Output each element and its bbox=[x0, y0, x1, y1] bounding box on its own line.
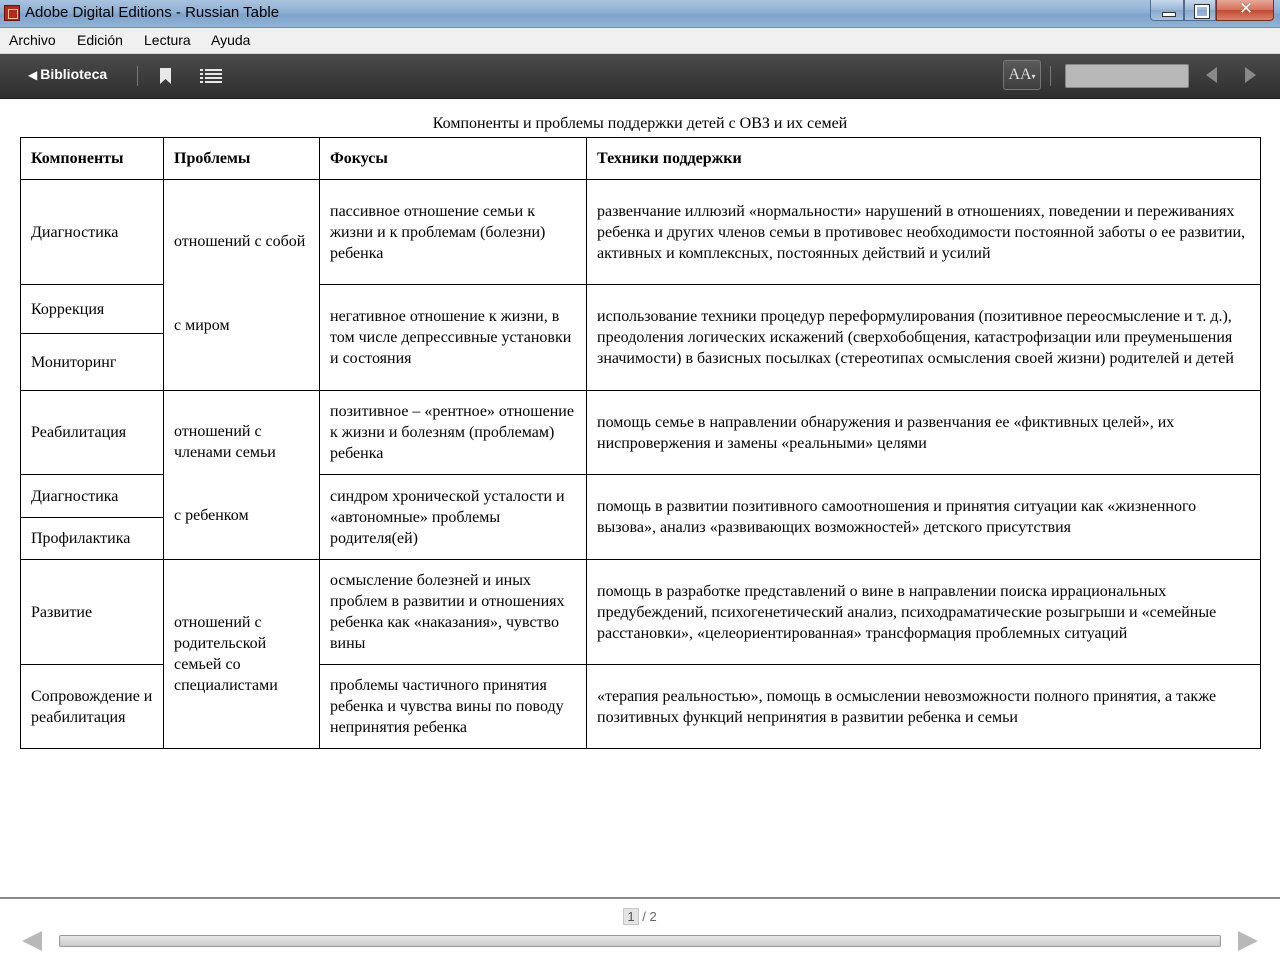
table-row bbox=[21, 560, 1261, 665]
focus-cell: пассивное отношение семьи к жизни и к проблемам (болезни) ребенка bbox=[320, 180, 587, 285]
minimize-button[interactable] bbox=[1150, 0, 1184, 21]
focus-cell: негативное отношение к жизни, в том числе депрессивные установки и состояния bbox=[320, 285, 587, 391]
menu-archivo[interactable]: Archivo bbox=[9, 32, 56, 48]
previous-page-icon[interactable] bbox=[1206, 67, 1217, 83]
minimize-icon bbox=[1162, 12, 1176, 17]
window-title: Adobe Digital Editions - Russian Table bbox=[25, 4, 280, 21]
menu-lectura[interactable]: Lectura bbox=[144, 32, 191, 48]
previous-page-arrow-icon[interactable] bbox=[22, 931, 42, 951]
header-focuses: Фокусы bbox=[320, 138, 587, 180]
table-header-row bbox=[21, 138, 1261, 180]
problem-cell: отношений с родительской семьей со специалистами bbox=[164, 560, 320, 749]
component-cell: Реабилитация bbox=[21, 391, 164, 475]
header-components: Компоненты bbox=[21, 138, 164, 180]
table-row bbox=[21, 180, 1261, 285]
app-icon bbox=[4, 5, 20, 21]
component-cell: Диагностика bbox=[21, 475, 164, 518]
close-icon: ✕ bbox=[1238, 0, 1254, 18]
current-page[interactable]: 1 bbox=[623, 908, 638, 925]
header-techniques: Техники поддержки bbox=[587, 138, 1261, 180]
reader-toolbar bbox=[0, 54, 1280, 99]
font-size-button[interactable] bbox=[1003, 60, 1041, 90]
component-cell: Сопровождение и реабилитация bbox=[21, 665, 164, 749]
problem-text: отношений с членами семьи bbox=[174, 423, 276, 461]
search-input[interactable] bbox=[1065, 64, 1189, 88]
menu-ayuda[interactable]: Ayuda bbox=[211, 32, 251, 48]
page-scrollbar[interactable] bbox=[59, 935, 1221, 947]
technique-cell: помощь семье в направлении обнаружения и развенчания ее «фиктивных целей», их ниспровержения и замены «реальными» целями bbox=[587, 391, 1261, 475]
support-table bbox=[20, 137, 1261, 749]
problem-cell bbox=[164, 391, 320, 560]
problem-cell bbox=[164, 180, 320, 391]
font-size-label: AA bbox=[1008, 66, 1032, 83]
focus-cell: позитивное – «рентное» отношение к жизни и болезням (проблемам) ребенка bbox=[320, 391, 587, 475]
focus-cell: синдром хронической усталости и «автономные» проблемы родителя(ей) bbox=[320, 475, 587, 560]
table-caption: Компоненты и проблемы поддержки детей с ОВЗ и их семей bbox=[432, 115, 848, 132]
page-indicator bbox=[0, 908, 1280, 925]
component-cell: Коррекция bbox=[21, 285, 164, 334]
focus-cell: осмысление болезней и иных проблем в развитии и отношениях ребенка как «наказания», чувство вины bbox=[320, 560, 587, 665]
technique-cell: помощь в развитии позитивного самоотношения и принятия ситуации как «жизненного вызова», анализ «развивающих возможностей» детского присутствия bbox=[587, 475, 1261, 560]
page-navigation-bar bbox=[0, 897, 1280, 962]
dropdown-arrow-icon: ▾ bbox=[1031, 72, 1036, 81]
bookmark-icon[interactable] bbox=[160, 68, 171, 84]
component-cell: Развитие bbox=[21, 560, 164, 665]
technique-cell: использование техники процедур переформулирования (позитивное переосмысление и т. д.), преодоления логических искажений (сверхобобщения, катастрофизации или преуменьшения значимости) в базисных посылках (стереотипах осмысления своей жизни) родителей и детей bbox=[587, 285, 1261, 391]
page-separator: / bbox=[642, 909, 646, 924]
table-row bbox=[21, 391, 1261, 475]
document-view bbox=[0, 99, 1280, 897]
back-arrow-icon: ◀ bbox=[28, 68, 38, 82]
menu-edicion[interactable]: Edición bbox=[77, 32, 123, 48]
header-problems: Проблемы bbox=[164, 138, 320, 180]
focus-cell: проблемы частичного принятия ребенка и чувства вины по поводу непринятия ребенка bbox=[320, 665, 587, 749]
next-page-icon[interactable] bbox=[1245, 67, 1256, 83]
technique-cell: помощь в разработке представлений о вине в направлении поиска иррациональных предубеждений, психогенетический анализ, психодраматические розыгрыши и «семейные расстановки», «целеориентированная» трансформация проблемных ситуаций bbox=[587, 560, 1261, 665]
table-of-contents-icon[interactable] bbox=[200, 69, 222, 83]
total-pages: 2 bbox=[649, 909, 657, 924]
toolbar-divider bbox=[1050, 66, 1051, 86]
close-button[interactable] bbox=[1216, 0, 1274, 21]
problem-text: с ребенком bbox=[174, 507, 249, 524]
component-cell: Мониторинг bbox=[21, 334, 164, 391]
problem-text: отношений с собой bbox=[174, 233, 306, 250]
component-cell: Диагностика bbox=[21, 180, 164, 285]
toolbar-divider bbox=[137, 66, 138, 86]
title-bar bbox=[0, 0, 1280, 28]
next-page-arrow-icon[interactable] bbox=[1238, 931, 1258, 951]
component-cell: Профилактика bbox=[21, 518, 164, 560]
library-label: Biblioteca bbox=[40, 66, 108, 82]
library-button[interactable] bbox=[28, 66, 107, 82]
menu-bar bbox=[0, 28, 1280, 54]
restore-icon bbox=[1195, 5, 1209, 18]
maximize-button[interactable] bbox=[1184, 0, 1216, 21]
technique-cell: развенчание иллюзий «нормальности» нарушений в отношениях, поведении и переживаниях ребенка и других членов семьи в противовес необходимости постоянной заботы о ее развитии, активных и комплексных, постоянных действий и усилий bbox=[587, 180, 1261, 285]
technique-cell: «терапия реальностью», помощь в осмыслении невозможности полного принятия, а также позитивных функций непринятия в развитии ребенка и семьи bbox=[587, 665, 1261, 749]
problem-text: с миром bbox=[174, 317, 230, 334]
